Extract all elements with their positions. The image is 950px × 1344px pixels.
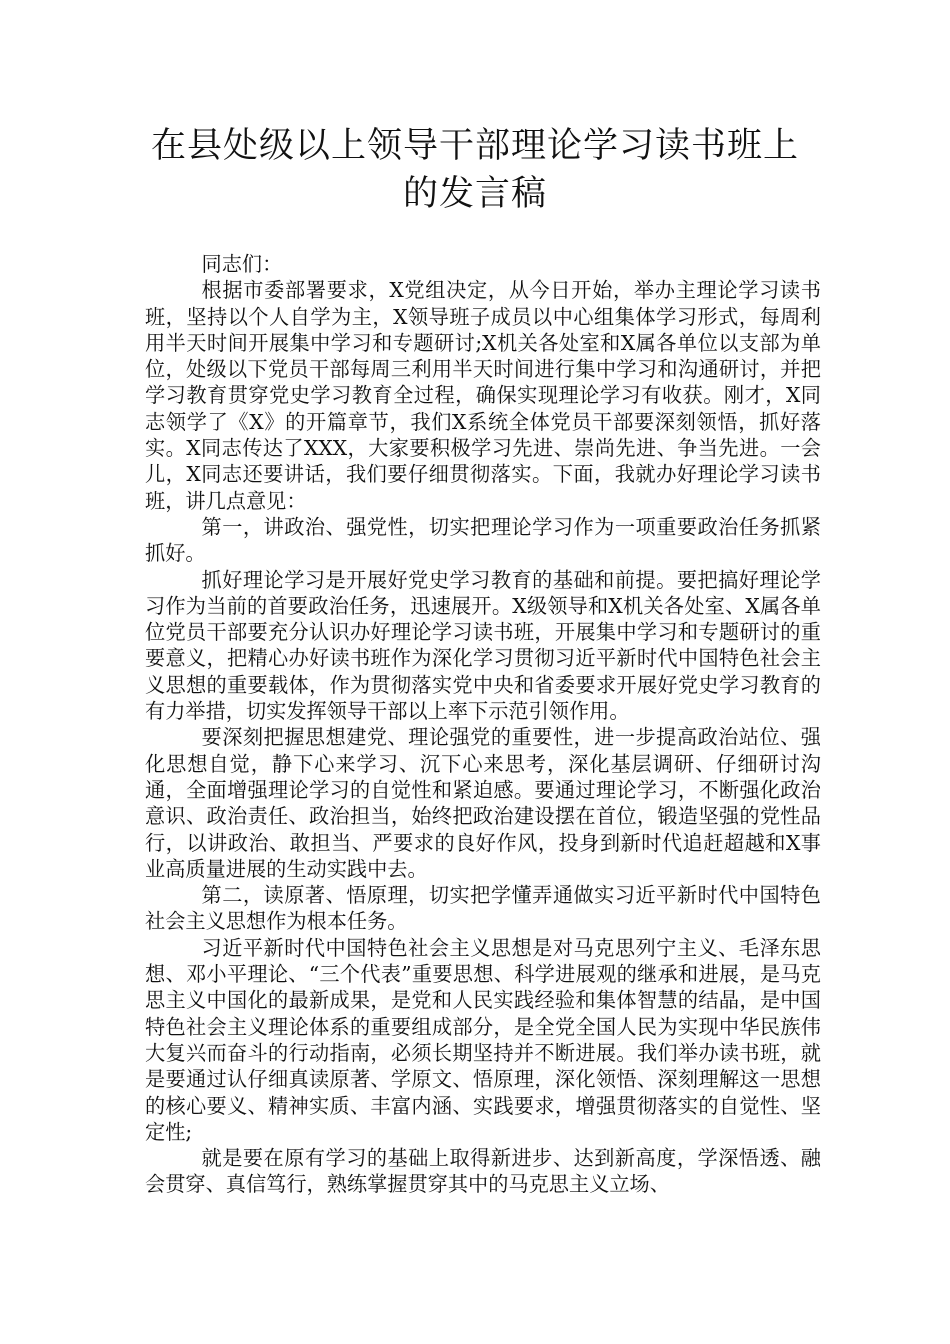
paragraph: 习近平新时代中国特色社会主义思想是对马克思列宁主义、毛泽东思想、邓小平理论、“三个代表”重要思想、科学进展观的继承和进展，是马克思主义中国化的最新成果，是党和人民实践经验和集体智慧的结晶，是中国特色社会主义理论体系的重要组成部分，是全党全国人民为实现中华民族伟大复兴而奋斗的行动指南，必须长期坚持并不断进展。我们举办读书班，就是要通过认仔细真读原著、学原文、悟原理，深化领悟、深刻理解这一思想的核心要义、精神实质、丰富内涵、实践要求，增强贯彻落实的自觉性、坚定性; <box>145 935 821 1144</box>
title-line-2: 的发言稿 <box>402 174 547 214</box>
section-heading-1: 第一，讲政治、强党性，切实把理论学习作为一项重要政治任务抓紧抓好。 <box>145 514 821 566</box>
paragraph: 抓好理论学习是开展好党史学习教育的基础和前提。要把搞好理论学习作为当前的首要政治任务，迅速展开。X级领导和X机关各处室、X属各单位党员干部要充分认识办好理论学习读书班，开展集中学习和专题研讨的重要意义，把精心办好读书班作为深化学习贯彻习近平新时代中国特色社会主义思想的重要载体，作为贯彻落实党中央和省委要求开展好党史学习教育的有力举措，切实发挥领导干部以上率下示范引领作用。 <box>145 567 821 724</box>
paragraph: 要深刻把握思想建党、理论强党的重要性，进一步提高政治站位、强化思想自觉，静下心来学习、沉下心来思考，深化基层调研、仔细研讨沟通，全面增强理论学习的自觉性和紧迫感。要通过理论学习，不断强化政治意识、政治责任、政治担当，始终把政治建设摆在首位，锻造坚强的党性品行，以讲政治、敢担当、严要求的良好作风，投身到新时代追赶超越和X事业高质量进展的生动实践中去。 <box>145 725 821 881</box>
paragraph-intro: 根据市委部署要求，X党组决定，从今日开始，举办主理论学习读书班，坚持以个人自学为主，X领导班子成员以中心组集体学习形式，每周利用半天时间开展集中学习和专题研讨;X机关各处室和X属各单位以支部为单位，处级以下党员干部每周三利用半天时间进行集中学习和沟通研讨，并把学习教育贯穿党史学习教育全过程，确保实现理论学习有收获。刚才，X同志领学了《X》的开篇章节，我们X系统全体党员干部要深刻领悟，抓好落实。X同志传达了XXX，大家要积极学习先进、崇尚先进、争当先进。一会儿，X同志还要讲话，我们要仔细贯彻落实。下面，我就办好理论学习读书班，讲几点意见： <box>145 278 821 513</box>
salutation: 同志们： <box>201 252 283 276</box>
document-body <box>145 251 821 1198</box>
title-line-1: 在县处级以上领导干部理论学习读书班上 <box>150 126 799 166</box>
section-heading-2: 第二，读原著、悟原理，切实把学懂弄通做实习近平新时代中国特色社会主义思想作为根本任务。 <box>145 883 821 934</box>
paragraph: 就是要在原有学习的基础上取得新进步、达到新高度，学深悟透、融会贯穿、真信笃行，熟练掌握贯穿其中的马克思主义立场、 <box>145 1146 821 1197</box>
document-title <box>0 122 950 218</box>
